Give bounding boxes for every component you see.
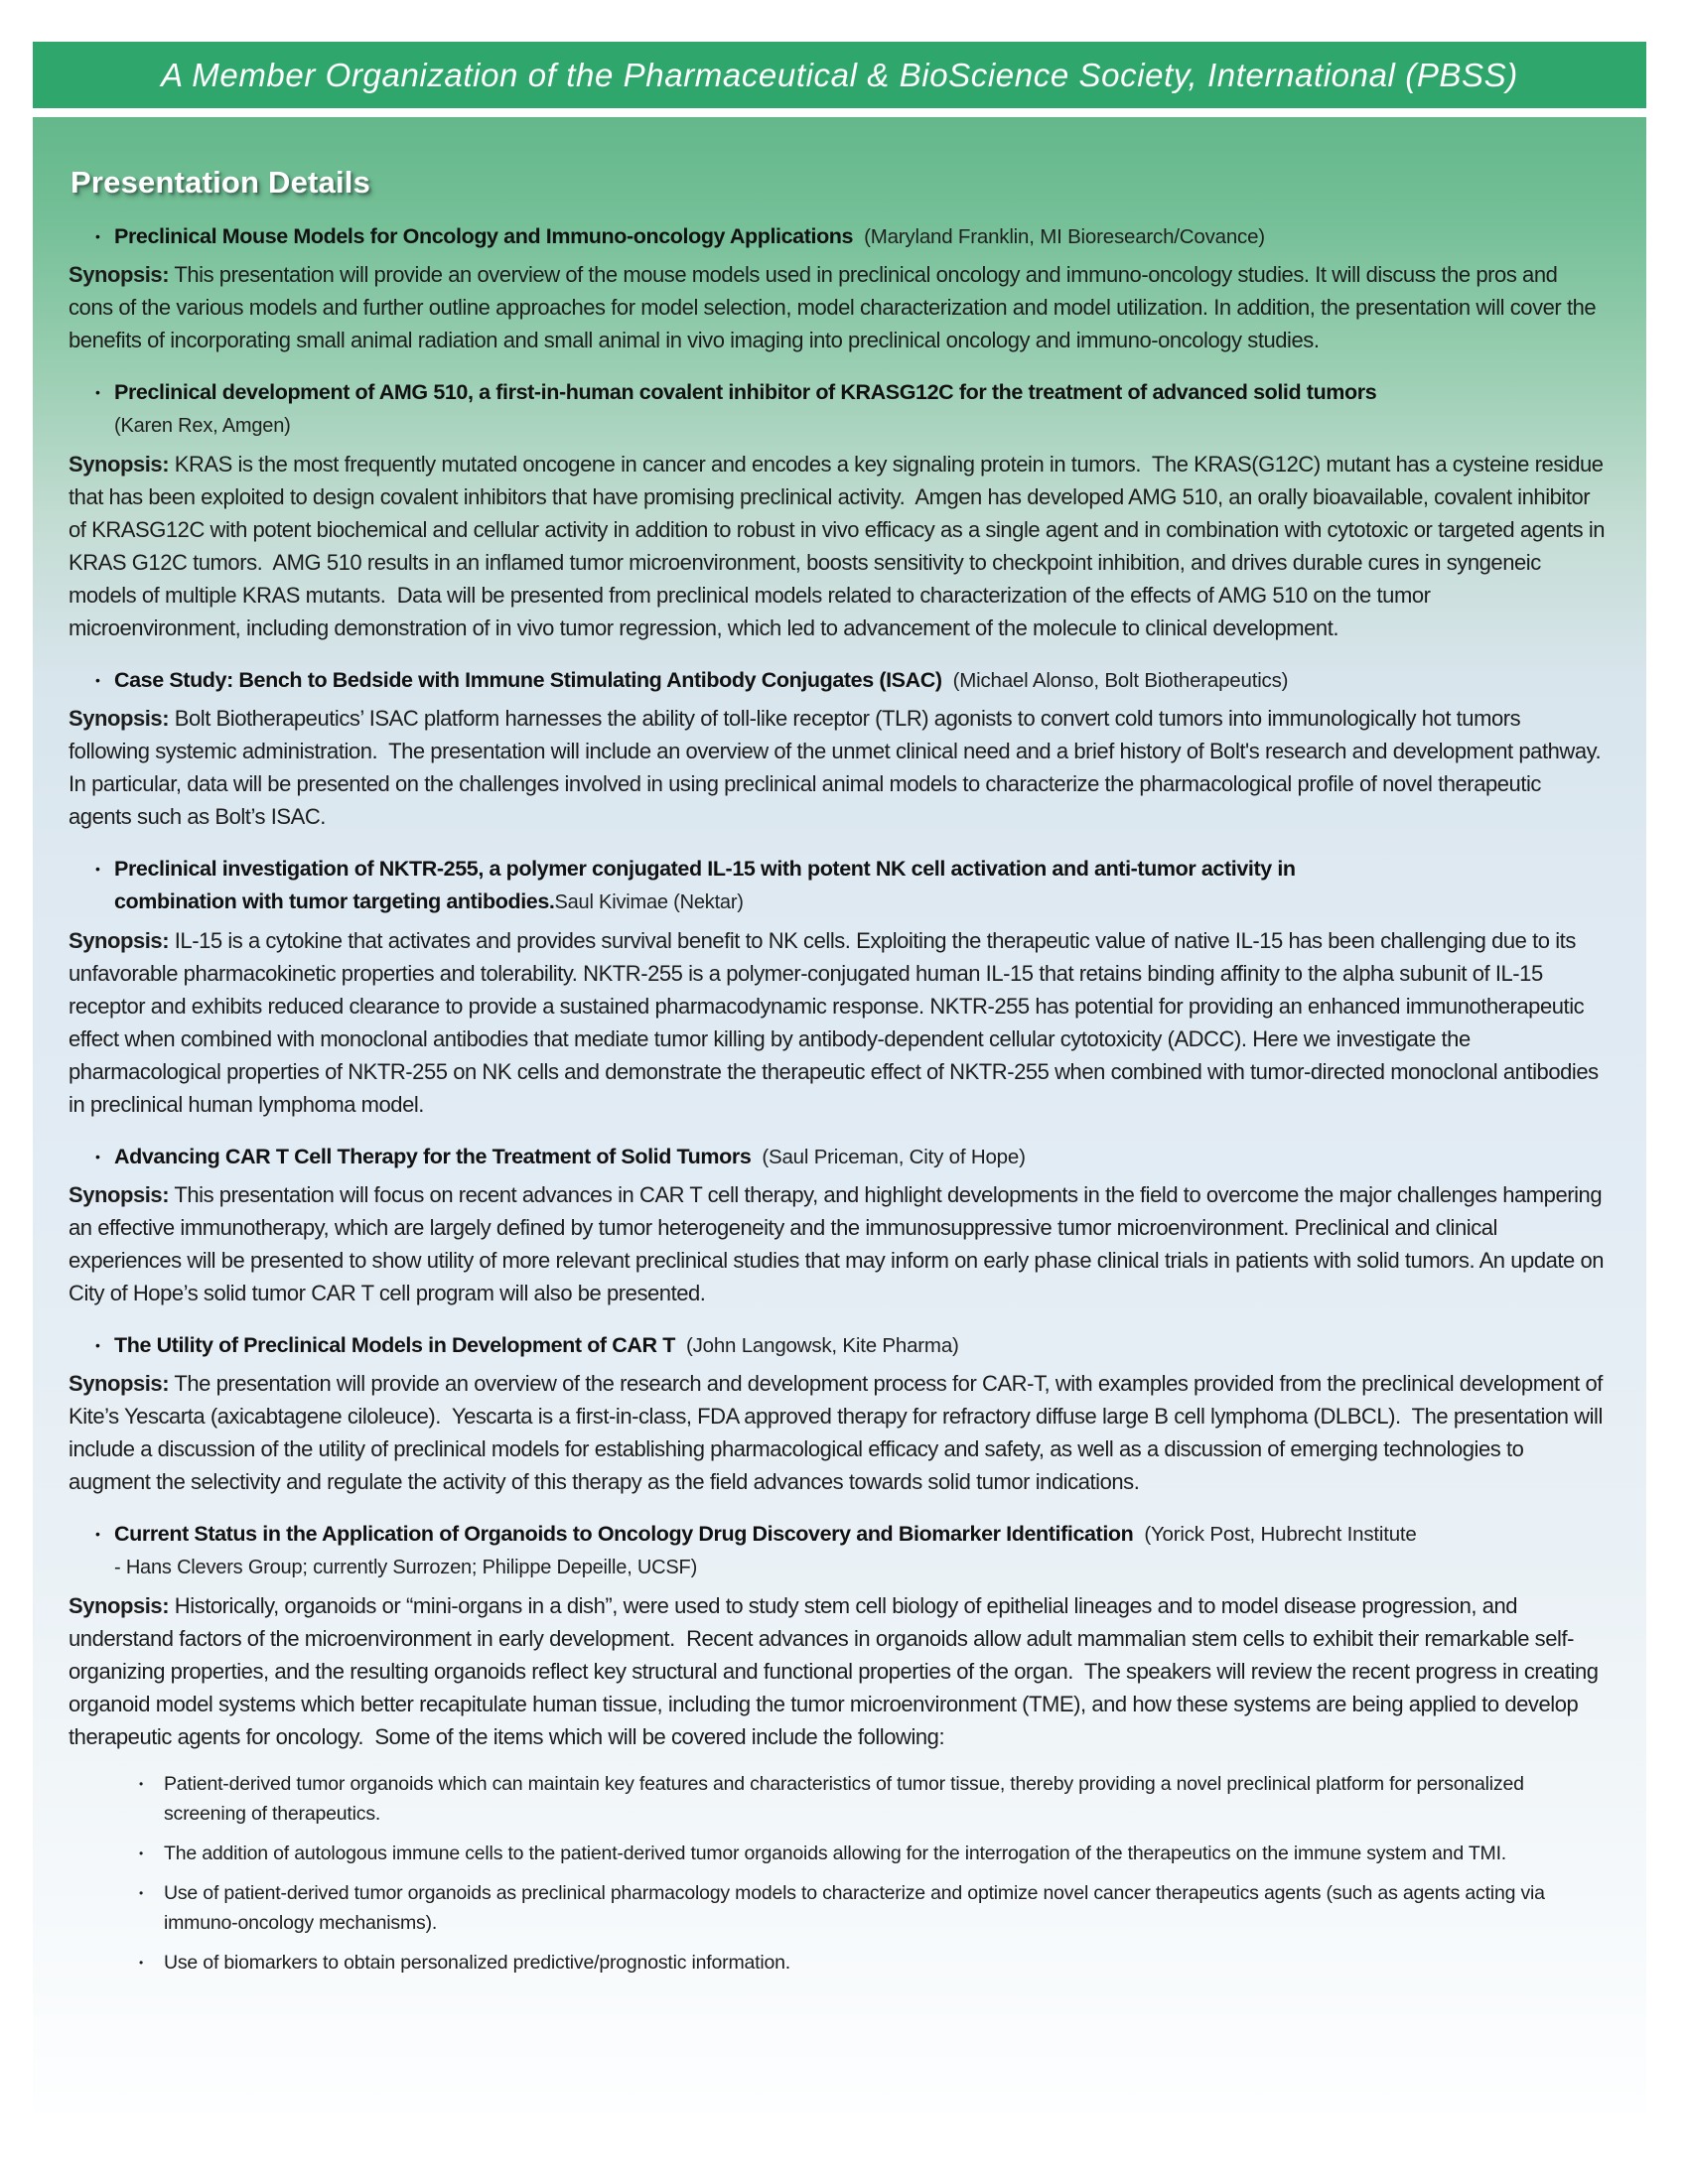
presentation-title: Preclinical Mouse Models for Oncology and Immuno-oncology Applications	[114, 224, 854, 248]
synopsis-label: Synopsis:	[69, 262, 170, 287]
bullet-icon: •	[95, 861, 100, 877]
presentation-item-line2	[69, 409, 1607, 443]
synopsis-label: Synopsis:	[69, 452, 170, 477]
synopsis-text: Historically, organoids or “mini-organs in a dish”, were used to study stem cell biology of epithelial lineages and to model disease progression, and understand factors of the microenvironment in early development. Recent advances in organoids allow adult mammalian stem cells to exhibit their remarkable self-organizing properties, and the resulting organoids reflect key structural and functional properties of the organ. The speakers will review the recent progress in creating organoid model systems which better recapitulate human tissue, including the tumor microenvironment (TME), and how these systems are being applied to develop therapeutic agents for oncology. Some of the items which will be covered include the following:	[69, 1593, 1599, 1749]
presentation-item	[69, 664, 1607, 697]
synopsis-text: This presentation will provide an overview of the mouse models used in preclinical oncology and immuno-oncology studies. It will discuss the pros and cons of the various models and further outline approaches for model selection, model characterization and model utilization. In addition, the presentation will cover the benefits of incorporating small animal radiation and small animal in vivo imaging into preclinical oncology and immuno-oncology studies.	[69, 262, 1597, 352]
presentation-title: Preclinical development of AMG 510, a first-in-human covalent inhibitor of KRASG12C for the treatment of advanced solid tumors	[114, 380, 1377, 404]
pbss-banner	[33, 42, 1646, 108]
speaker-attribution: (John Langowsk, Kite Pharma)	[685, 1334, 959, 1357]
presentation-section	[69, 853, 1607, 1121]
speaker-attribution: (Karen Rex, Amgen)	[114, 415, 291, 437]
synopsis-text: IL-15 is a cytokine that activates and provides survival benefit to NK cells. Exploiting the therapeutic value of native IL-15 has been challenging due to its unfavorable pharmacokinetic properties and tolerability. NKTR-255 is a polymer-conjugated human IL-15 that retains binding affinity to the alpha subunit of IL-15 receptor and exhibits reduced clearance to provide a sustained pharmacodynamic response. NKTR-255 has potential for providing an enhanced immunotherapeutic effect when combined with monoclonal antibodies that mediate tumor killing by antibody-dependent cellular cytotoxicity (ADCC). Here we investigate the pharmacological properties of NKTR-255 on NK cells and demonstrate the therapeutic effect of NKTR-255 when combined with tumor-directed monoclonal antibodies in preclinical human lymphoma model.	[69, 928, 1599, 1117]
presentation-title: Current Status in the Application of Organoids to Oncology Drug Discovery and Biomarker Identification	[114, 1522, 1134, 1546]
content-panel	[33, 117, 1646, 2112]
synopsis-label: Synopsis:	[69, 1371, 170, 1396]
speaker-attribution: (Saul Priceman, City of Hope)	[762, 1146, 1026, 1168]
synopsis-label: Synopsis:	[69, 706, 170, 731]
synopsis-paragraph	[69, 924, 1607, 1121]
synopsis-label: Synopsis:	[69, 1182, 170, 1207]
synopsis-paragraph	[69, 258, 1607, 356]
speaker-attribution: (Michael Alonso, Bolt Biotherapeutics)	[952, 669, 1289, 692]
bullet-icon: •	[95, 1149, 100, 1164]
bullet-icon: •	[95, 228, 100, 244]
synopsis-text: This presentation will focus on recent advances in CAR T cell therapy, and highlight developments in the field to overcome the major challenges hampering an effective immunotherapy, which are largely defined by tumor heterogeneity and the immunosuppressive tumor microenvironment. Preclinical and clinical experiences will be presented to show utility of more relevant preclinical studies that may inform on early phase clinical trials in patients with solid tumors. An update on City of Hope’s solid tumor CAR T cell program will also be presented.	[69, 1182, 1605, 1305]
presentation-section	[69, 1518, 1607, 1978]
speaker-attribution-continued: - Hans Clevers Group; currently Surrozen; Philippe Depeille, UCSF)	[114, 1557, 698, 1578]
synopsis-paragraph	[69, 1589, 1607, 1753]
organoid-topic-list	[69, 1769, 1607, 1978]
bullet-icon: •	[139, 1956, 144, 1970]
synopsis-paragraph	[69, 702, 1607, 833]
list-item-text: The addition of autologous immune cells to the patient-derived tumor organoids allowing for the interrogation of the therapeutics on the immune system and TMI.	[164, 1843, 1507, 1864]
presentation-item-line2	[69, 886, 1607, 919]
presentation-section	[69, 1329, 1607, 1498]
presentation-item	[69, 1518, 1607, 1551]
list-item-text: Patient-derived tumor organoids which can maintain key features and characteristics of tumor tissue, thereby providing a novel preclinical platform for personalized screening of therapeutics.	[164, 1773, 1524, 1825]
list-item-text: Use of biomarkers to obtain personalized predictive/prognostic information.	[164, 1952, 790, 1974]
presentation-title-continued: combination with tumor targeting antibodies.	[114, 889, 555, 913]
banner-text: A Member Organization of the Pharmaceutical & BioScience Society, International (PBSS)	[161, 56, 1518, 93]
presentation-title: The Utility of Preclinical Models in Development of CAR T	[114, 1333, 675, 1357]
speaker-attribution: (Maryland Franklin, MI Bioresearch/Covance)	[864, 225, 1265, 248]
presentation-item	[69, 220, 1607, 253]
synopsis-text: The presentation will provide an overview of the research and development process for CAR-T, with examples provided from the preclinical development of Kite’s Yescarta (axicabtagene ciloleuce). Yescarta is a first-in-class, FDA approved therapy for refractory diffuse large B cell lymphoma (DLBCL). The presentation will include a discussion of the utility of preclinical models for establishing pharmacological efficacy and safety, as well as a discussion of emerging technologies to augment the selectivity and regulate the activity of this therapy as the field advances towards solid tumor indications.	[69, 1371, 1603, 1494]
presentation-title: Advancing CAR T Cell Therapy for the Treatment of Solid Tumors	[114, 1145, 752, 1168]
presentation-title: Case Study: Bench to Bedside with Immune Stimulating Antibody Conjugates (ISAC)	[114, 668, 942, 692]
synopsis-label: Synopsis:	[69, 928, 170, 953]
speaker-attribution: (Yorick Post, Hubrecht Institute	[1144, 1523, 1417, 1546]
presentation-item	[69, 376, 1607, 409]
synopsis-paragraph	[69, 1367, 1607, 1498]
speaker-attribution: Saul Kivimae (Nektar)	[554, 891, 744, 913]
synopsis-label: Synopsis:	[69, 1593, 170, 1618]
list-item	[69, 1948, 1607, 1978]
bullet-icon: •	[139, 1777, 144, 1791]
bullet-icon: •	[95, 384, 100, 400]
presentation-item	[69, 1141, 1607, 1173]
presentation-section	[69, 664, 1607, 833]
synopsis-paragraph	[69, 448, 1607, 644]
list-item	[69, 1839, 1607, 1868]
presentation-section	[69, 220, 1607, 356]
presentation-section	[69, 1141, 1607, 1309]
bullet-icon: •	[95, 1526, 100, 1542]
list-item	[69, 1769, 1607, 1829]
page-title: Presentation Details	[70, 165, 371, 200]
synopsis-text: KRAS is the most frequently mutated oncogene in cancer and encodes a key signaling protein in tumors. The KRAS(G12C) mutant has a cysteine residue that has been exploited to design covalent inhibitors that have promising preclinical activity. Amgen has developed AMG 510, an orally bioavailable, covalent inhibitor of KRASG12C with potent biochemical and cellular activity in addition to robust in vivo efficacy as a single agent and in combination with cytotoxic or targeted agents in KRAS G12C tumors. AMG 510 results in an inflamed tumor microenvironment, boosts sensitivity to checkpoint inhibition, and drives durable cures in syngeneic models of multiple KRAS mutants. Data will be presented from preclinical models related to characterization of the effects of AMG 510 on the tumor microenvironment, including demonstration of in vivo tumor regression, which led to advancement of the molecule to clinical development.	[69, 452, 1606, 640]
list-item	[69, 1878, 1607, 1938]
presentation-item	[69, 1329, 1607, 1362]
synopsis-text: Bolt Biotherapeutics’ ISAC platform harnesses the ability of toll-like receptor (TLR) agonists to convert cold tumors into immunologically hot tumors following systemic administration. The presentation will include an overview of the unmet clinical need and a brief history of Bolt's research and development pathway. In particular, data will be presented on the challenges involved in using preclinical animal models to characterize the pharmacological profile of novel therapeutic agents such as Bolt’s ISAC.	[69, 706, 1607, 829]
presentation-item-line2	[69, 1551, 1607, 1584]
list-item-text: Use of patient-derived tumor organoids as preclinical pharmacology models to characterize and optimize novel cancer therapeutics agents (such as agents acting via immuno-oncology mechanisms).	[164, 1882, 1545, 1934]
presentation-title: Preclinical investigation of NKTR-255, a polymer conjugated IL-15 with potent NK cell activation and anti-tumor activity in	[114, 857, 1296, 881]
presentation-section	[69, 376, 1607, 644]
bullet-icon: •	[95, 672, 100, 688]
presentation-item	[69, 853, 1607, 886]
bullet-icon: •	[139, 1846, 144, 1860]
bullet-icon: •	[95, 1337, 100, 1353]
bullet-icon: •	[139, 1886, 144, 1900]
synopsis-paragraph	[69, 1178, 1607, 1309]
